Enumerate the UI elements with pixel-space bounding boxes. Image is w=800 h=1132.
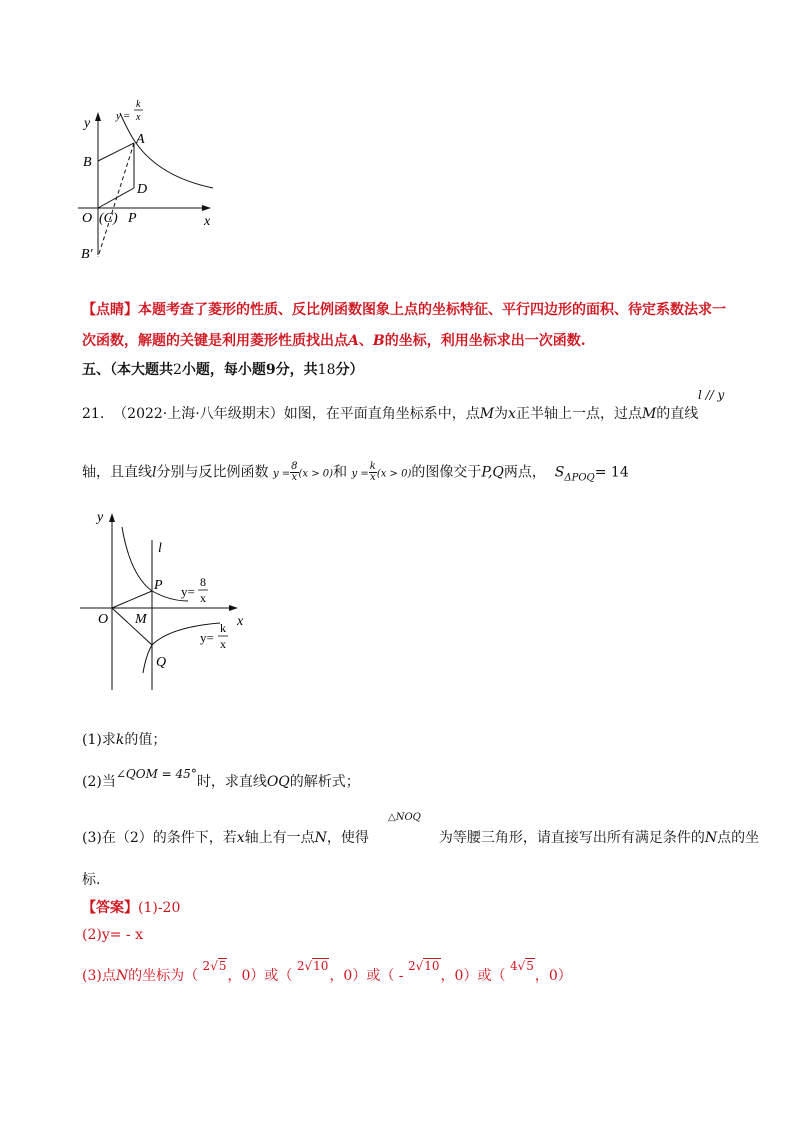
problem-line-1	[82, 404, 698, 424]
problem-PQ: P,Q	[481, 464, 504, 481]
problem-f1-y: y =	[272, 468, 291, 480]
fig2-x-arrow	[229, 605, 238, 611]
q2-OQ: OQ	[266, 774, 290, 790]
fig1-label-P: P	[128, 211, 137, 226]
problem-area-S: S	[554, 464, 565, 481]
problem-f1-num: 8	[291, 461, 298, 472]
fig1-label-Bprime: B′	[81, 247, 93, 262]
fig2-y-label: y	[97, 510, 104, 525]
problem-f1-dom: (x > 0)	[298, 468, 334, 480]
q2-angle: ∠QOM = 45°	[115, 767, 197, 781]
fig2-y-arrow	[109, 513, 115, 522]
answer-root-4-coef: 4	[509, 959, 518, 973]
question-3-line-1	[82, 828, 759, 848]
fig1-label-B: B	[83, 155, 92, 170]
answer-3-pre: (3)点	[82, 968, 116, 984]
problem-x: x	[508, 406, 516, 422]
answer-root-2: 2√10	[296, 959, 329, 973]
fig1-label-D: D	[137, 182, 148, 197]
fig1-y-arrow	[95, 112, 101, 121]
answer-root-3: 2√10	[407, 959, 440, 973]
comment-text-2a: 次函数，解题的关键是利用菱形性质找出点	[82, 333, 348, 349]
q1-a: (1)求	[82, 732, 116, 748]
problem-line-2	[82, 462, 629, 488]
fig2-label-l: l	[158, 541, 162, 556]
q3-f: 标.	[82, 872, 101, 888]
fig2-label-O: O	[98, 612, 109, 627]
section-b: 小题，每小题	[181, 362, 266, 378]
problem-f1-den: x	[291, 472, 298, 483]
fig1-y-label: y	[84, 116, 91, 131]
problem-M: M	[479, 406, 495, 422]
q2-a: (2)当	[82, 774, 116, 790]
problem-t5: 分别与反比例函数	[156, 464, 269, 481]
problem-f2-den: x	[369, 472, 376, 483]
fig2-f2-den: x	[220, 637, 226, 651]
answer-root-1-coef: 2	[202, 959, 211, 973]
problem-t6: 和	[333, 464, 348, 481]
q3-N2: N	[704, 830, 718, 846]
problem-t4: 轴，且直线	[82, 464, 152, 481]
q2-b: 时，求直线	[196, 774, 267, 790]
answer-sep-3: ，0）或（	[440, 968, 506, 984]
answer-sep-4: ，0）	[534, 968, 572, 984]
q3-triangle: △NOQ	[388, 812, 421, 823]
answer-3-mid: 的坐标为（	[128, 968, 199, 984]
problem-f2-y: y =	[351, 468, 369, 480]
answer-2: (2)y= - x	[82, 927, 143, 943]
answer-root-4-rad: 5	[526, 959, 534, 973]
answer-root-3-rad: 10	[424, 959, 440, 973]
fig1-x-label: x	[204, 214, 211, 229]
fig1-func-num: k	[136, 99, 141, 110]
q3-b: 轴上有一点	[244, 830, 315, 846]
answer-root-1-rad: 5	[218, 959, 227, 973]
problem-source: （2022·上海·八年级期末）如图，在平面直角坐标系中，点	[113, 406, 480, 422]
answer-1: (1)-20	[138, 900, 181, 916]
fig2-f1-den: x	[200, 591, 206, 605]
problem-f1-frac	[290, 462, 298, 483]
problem-t3: 的直线	[656, 406, 699, 422]
problem-t1: 为	[494, 406, 509, 422]
answer-root-2-rad: 10	[313, 959, 329, 973]
answer-3-N: N	[115, 968, 129, 984]
fig2-f2-num: k	[220, 621, 226, 635]
q3-x: x	[236, 830, 245, 846]
fig1-label-C: (C)	[99, 211, 118, 226]
problem-f2-dom: (x > 0)	[376, 468, 412, 480]
fig2-f1-num: 8	[200, 575, 206, 589]
fig2-segment-OP	[112, 591, 152, 608]
section-a: 五、（本大题共	[82, 362, 173, 378]
problem-t7: 的图像交于	[411, 464, 482, 481]
answer-root-2-coef: 2	[296, 959, 305, 973]
question-1	[82, 730, 166, 750]
answer-sep-2: ，0）或（ -	[329, 968, 404, 984]
fig2-label-M: M	[135, 612, 147, 627]
q1-k: k	[115, 732, 125, 748]
problem-area-val: = 14	[594, 464, 629, 481]
answer-tag: 【答案】	[82, 900, 138, 916]
section-title	[82, 360, 364, 380]
comment-tag: 【点睛】	[82, 302, 138, 318]
comment-point-A: A	[348, 333, 359, 349]
problem-l-parallel-y: l // y	[698, 388, 725, 402]
comment-text-1: 本题考查了菱形的性质、反比例函数图象上点的坐标特征、平行四边形的面积、待定系数法求一	[138, 302, 726, 318]
fig2-x-label: x	[237, 614, 244, 629]
problem-area-sub: ΔPOQ	[564, 472, 595, 484]
figure-2	[80, 505, 255, 695]
fig1-x-arrow	[202, 205, 211, 211]
answer-root-4: 4√5	[509, 959, 534, 973]
answer-sep-1: ，0）或（	[227, 968, 293, 984]
fig1-segment-BA	[98, 143, 134, 161]
problem-number: 21.	[82, 406, 105, 422]
section-each: 9	[265, 362, 276, 378]
section-d: 分）	[335, 362, 364, 378]
problem-f2-frac	[369, 462, 377, 483]
answer-line-2	[82, 925, 143, 945]
problem-l: l	[152, 464, 157, 481]
answer-root-3-coef: 2	[407, 959, 416, 973]
q2-c: 的解析式；	[289, 774, 360, 790]
fig1-label-O: O	[82, 211, 93, 226]
section-c: 分，共	[275, 362, 318, 378]
q3-N: N	[314, 830, 327, 846]
fig2-label-Q: Q	[156, 655, 167, 670]
fig1-segment-DO	[98, 188, 134, 208]
figure-1	[78, 95, 228, 270]
problem-f2-num: k	[369, 461, 376, 472]
fig2-label-P: P	[154, 578, 163, 593]
problem-M2: M	[641, 406, 657, 422]
fig2-f2-y: y=	[200, 630, 214, 645]
question-3-line-2	[82, 870, 100, 890]
fig1-label-A: A	[136, 132, 145, 147]
comment-line-2	[82, 331, 586, 351]
fig1-dashed-line	[98, 143, 134, 257]
fig1-func-label: y =	[116, 110, 131, 122]
answer-line-3	[82, 959, 572, 986]
fig1-func-den: x	[136, 112, 141, 123]
answer-root-1: 2√5	[202, 959, 227, 973]
problem-t8: 两点，	[503, 464, 546, 481]
q1-b: 的值；	[124, 732, 167, 748]
q3-d: 为等腰三角形，请直接写出所有满足条件的	[438, 830, 705, 846]
section-count: 2	[173, 362, 182, 378]
answer-line-1	[82, 898, 180, 918]
q3-c: ，使得	[326, 830, 369, 846]
q3-e: 点的坐	[717, 830, 760, 846]
comment-point-B: B	[372, 333, 385, 349]
comment-line-1	[82, 300, 726, 320]
comment-sep: 、	[358, 333, 373, 349]
question-2	[82, 767, 360, 792]
problem-t2: 正半轴上一点，过点	[515, 406, 642, 422]
comment-text-2b: 的坐标，利用坐标求出一次函数.	[384, 333, 586, 349]
fig2-f1-y: y=	[181, 584, 195, 599]
section-total: 18	[317, 362, 336, 378]
q3-a: (3)在（2）的条件下，若	[82, 830, 237, 846]
